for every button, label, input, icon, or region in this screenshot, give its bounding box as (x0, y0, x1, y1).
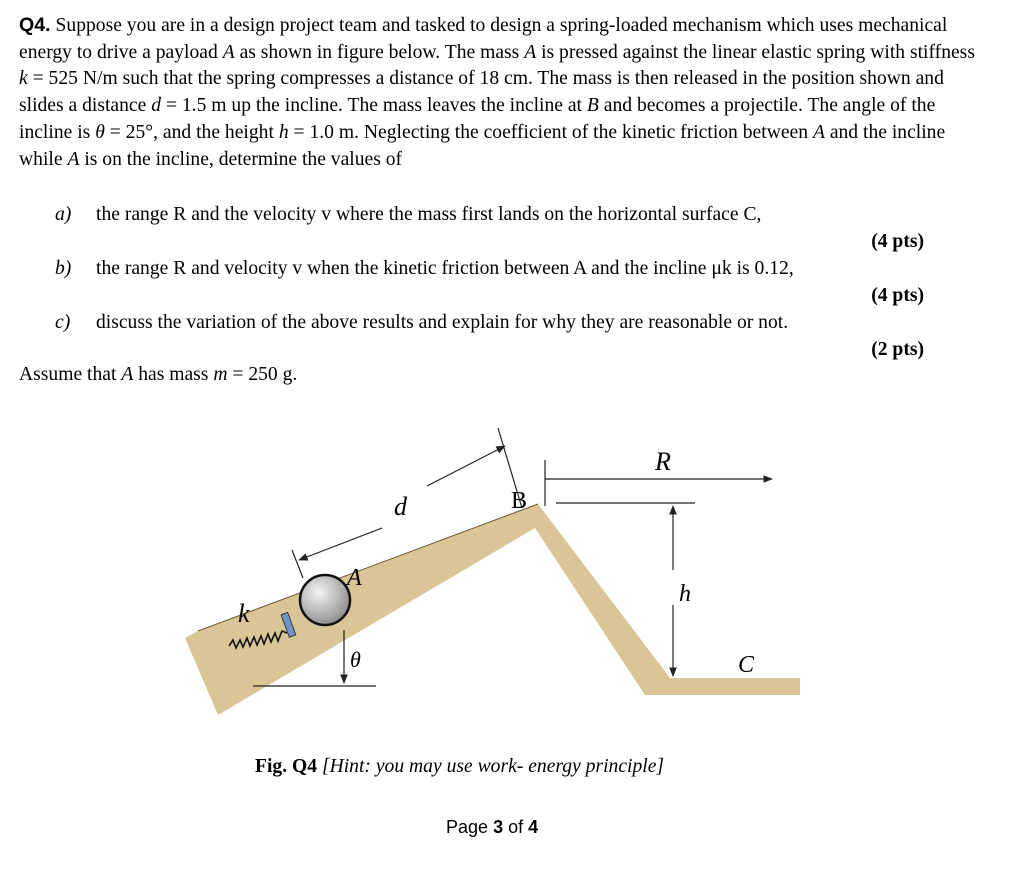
part-a (19, 201, 924, 255)
caption-fig-number: Fig. Q4 (255, 756, 318, 777)
part-points: (2 pts) (871, 339, 924, 360)
part-label: c) (55, 312, 71, 333)
assumption-line (19, 361, 297, 388)
var-h: h (278, 121, 289, 143)
d-value-text: = 1.5 m up the incline. The mass leaves the incline at (165, 95, 582, 117)
d-arrow-upper (427, 446, 505, 486)
label-theta: θ (350, 647, 361, 672)
caption-hint: [Hint: you may use work- energy principle] (321, 756, 665, 777)
var-d: d (151, 95, 162, 117)
page-middle: of (508, 817, 524, 837)
var-A: A (67, 148, 80, 170)
intro-text-3: is pressed against the linear elastic spring with stiffness (541, 41, 975, 63)
part-text: the range R and velocity v when the kinetic friction between A and the incline μk is 0.12, (96, 258, 794, 279)
intro-text-1: Suppose you are in a design project team and tasked to design a spring-loaded mechanism which uses mechanical energy to drive a payload (19, 15, 948, 63)
k-value-text: = 525 N/m such that the spring compresses a distance of 18 cm. The mass is then released in the position shown and slides a distance (19, 68, 944, 117)
part-points: (4 pts) (871, 285, 924, 306)
label-k: k (238, 599, 250, 628)
page-number (446, 815, 538, 839)
label-d: d (394, 492, 407, 521)
question-parts (19, 201, 924, 363)
d-arrow-lower (299, 528, 382, 560)
part-b (19, 255, 924, 309)
part-text: the range R and the velocity v where the mass first lands on the horizontal surface C, (96, 204, 762, 225)
label-R: R (655, 447, 671, 476)
label-h: h (679, 581, 691, 607)
page-current: 3 (493, 817, 504, 837)
assume-prefix: Assume that (19, 364, 117, 385)
var-A: A (812, 121, 825, 143)
page-prefix: Page (446, 817, 489, 837)
var-A: A (222, 41, 235, 63)
var-theta: θ (95, 121, 105, 143)
part-points: (4 pts) (871, 231, 924, 252)
theta-value-text: = 25°, and the height (109, 121, 274, 143)
mechanism-figure (0, 400, 1024, 740)
between-text: and the incline while (19, 121, 946, 170)
part-label: a) (55, 204, 72, 225)
label-B: B (511, 488, 528, 514)
incline-surface (185, 504, 800, 715)
part-c (19, 309, 924, 363)
intro-text-2: as shown in figure below. The mass (239, 41, 520, 63)
after-B-text: and becomes a projectile. The angle of the incline is (19, 95, 936, 143)
question-text (19, 12, 984, 173)
question-number: Q4. (19, 14, 51, 36)
var-m: m (213, 364, 228, 385)
figure-caption (255, 754, 664, 780)
label-A: A (347, 565, 362, 591)
assume-middle: has mass (138, 364, 209, 385)
part-label: b) (55, 258, 72, 279)
assume-value: = 250 g. (232, 364, 298, 385)
h-value-text: = 1.0 m. Neglecting the coefficient of the kinetic friction between (293, 121, 809, 143)
tail-text: is on the incline, determine the values of (84, 148, 403, 170)
label-C: C (738, 652, 755, 678)
page-total: 4 (528, 817, 539, 837)
var-A: A (524, 41, 537, 63)
var-A: A (121, 364, 134, 385)
var-k: k (19, 68, 28, 90)
var-B: B (586, 95, 599, 117)
d-tick-left (292, 550, 303, 578)
mass-ball (300, 575, 350, 625)
part-text: discuss the variation of the above results and explain for why they are reasonable or not. (96, 312, 789, 333)
